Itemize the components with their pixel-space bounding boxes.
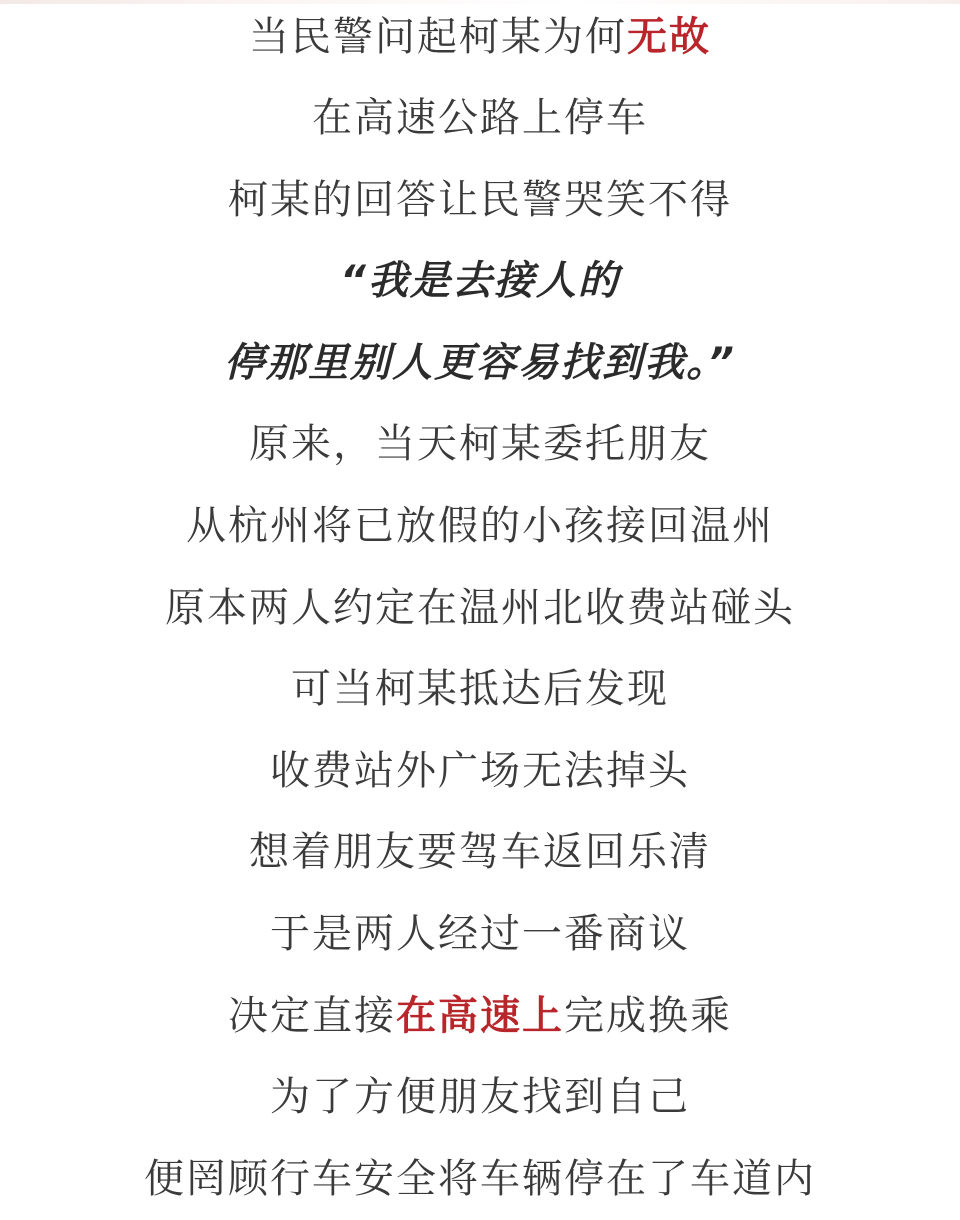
article-line-13: [0, 975, 960, 1057]
article-line-11: 想着朋友要驾车返回乐清: [249, 829, 711, 875]
article-line-6: 原来，当天柯某委托朋友: [249, 421, 711, 467]
highlight-on-highway: 在高速上: [396, 993, 564, 1039]
line-13-text-before: 决定直接: [228, 993, 396, 1039]
article-line-3: 柯某的回答让民警哭笑不得: [228, 177, 732, 223]
article-line-15: 便罔顾行车安全将车辆停在了车道内: [144, 1156, 816, 1202]
article-line-8: 原本两人约定在温州北收费站碰头: [165, 585, 795, 631]
quote-line-2: 停那里别人更容易找到我。”: [224, 340, 736, 386]
quote-line-1: “我是去接人的: [340, 258, 620, 304]
highlight-wugu: 无故: [627, 14, 711, 60]
article-line-9: 可当柯某抵达后发现: [291, 666, 669, 712]
line-13-text-after: 完成换乘: [564, 993, 732, 1039]
article-line-10: 收费站外广场无法掉头: [270, 748, 690, 794]
line-1-text-before: 当民警问起柯某为何: [249, 14, 627, 60]
article-line-1: [0, 0, 960, 78]
article-line-12: 于是两人经过一番商议: [270, 911, 690, 957]
article-line-14: 为了方便朋友找到自己: [270, 1074, 690, 1120]
article-line-7: 从杭州将已放假的小孩接回温州: [186, 503, 774, 549]
article-line-2: 在高速公路上停车: [312, 95, 648, 141]
